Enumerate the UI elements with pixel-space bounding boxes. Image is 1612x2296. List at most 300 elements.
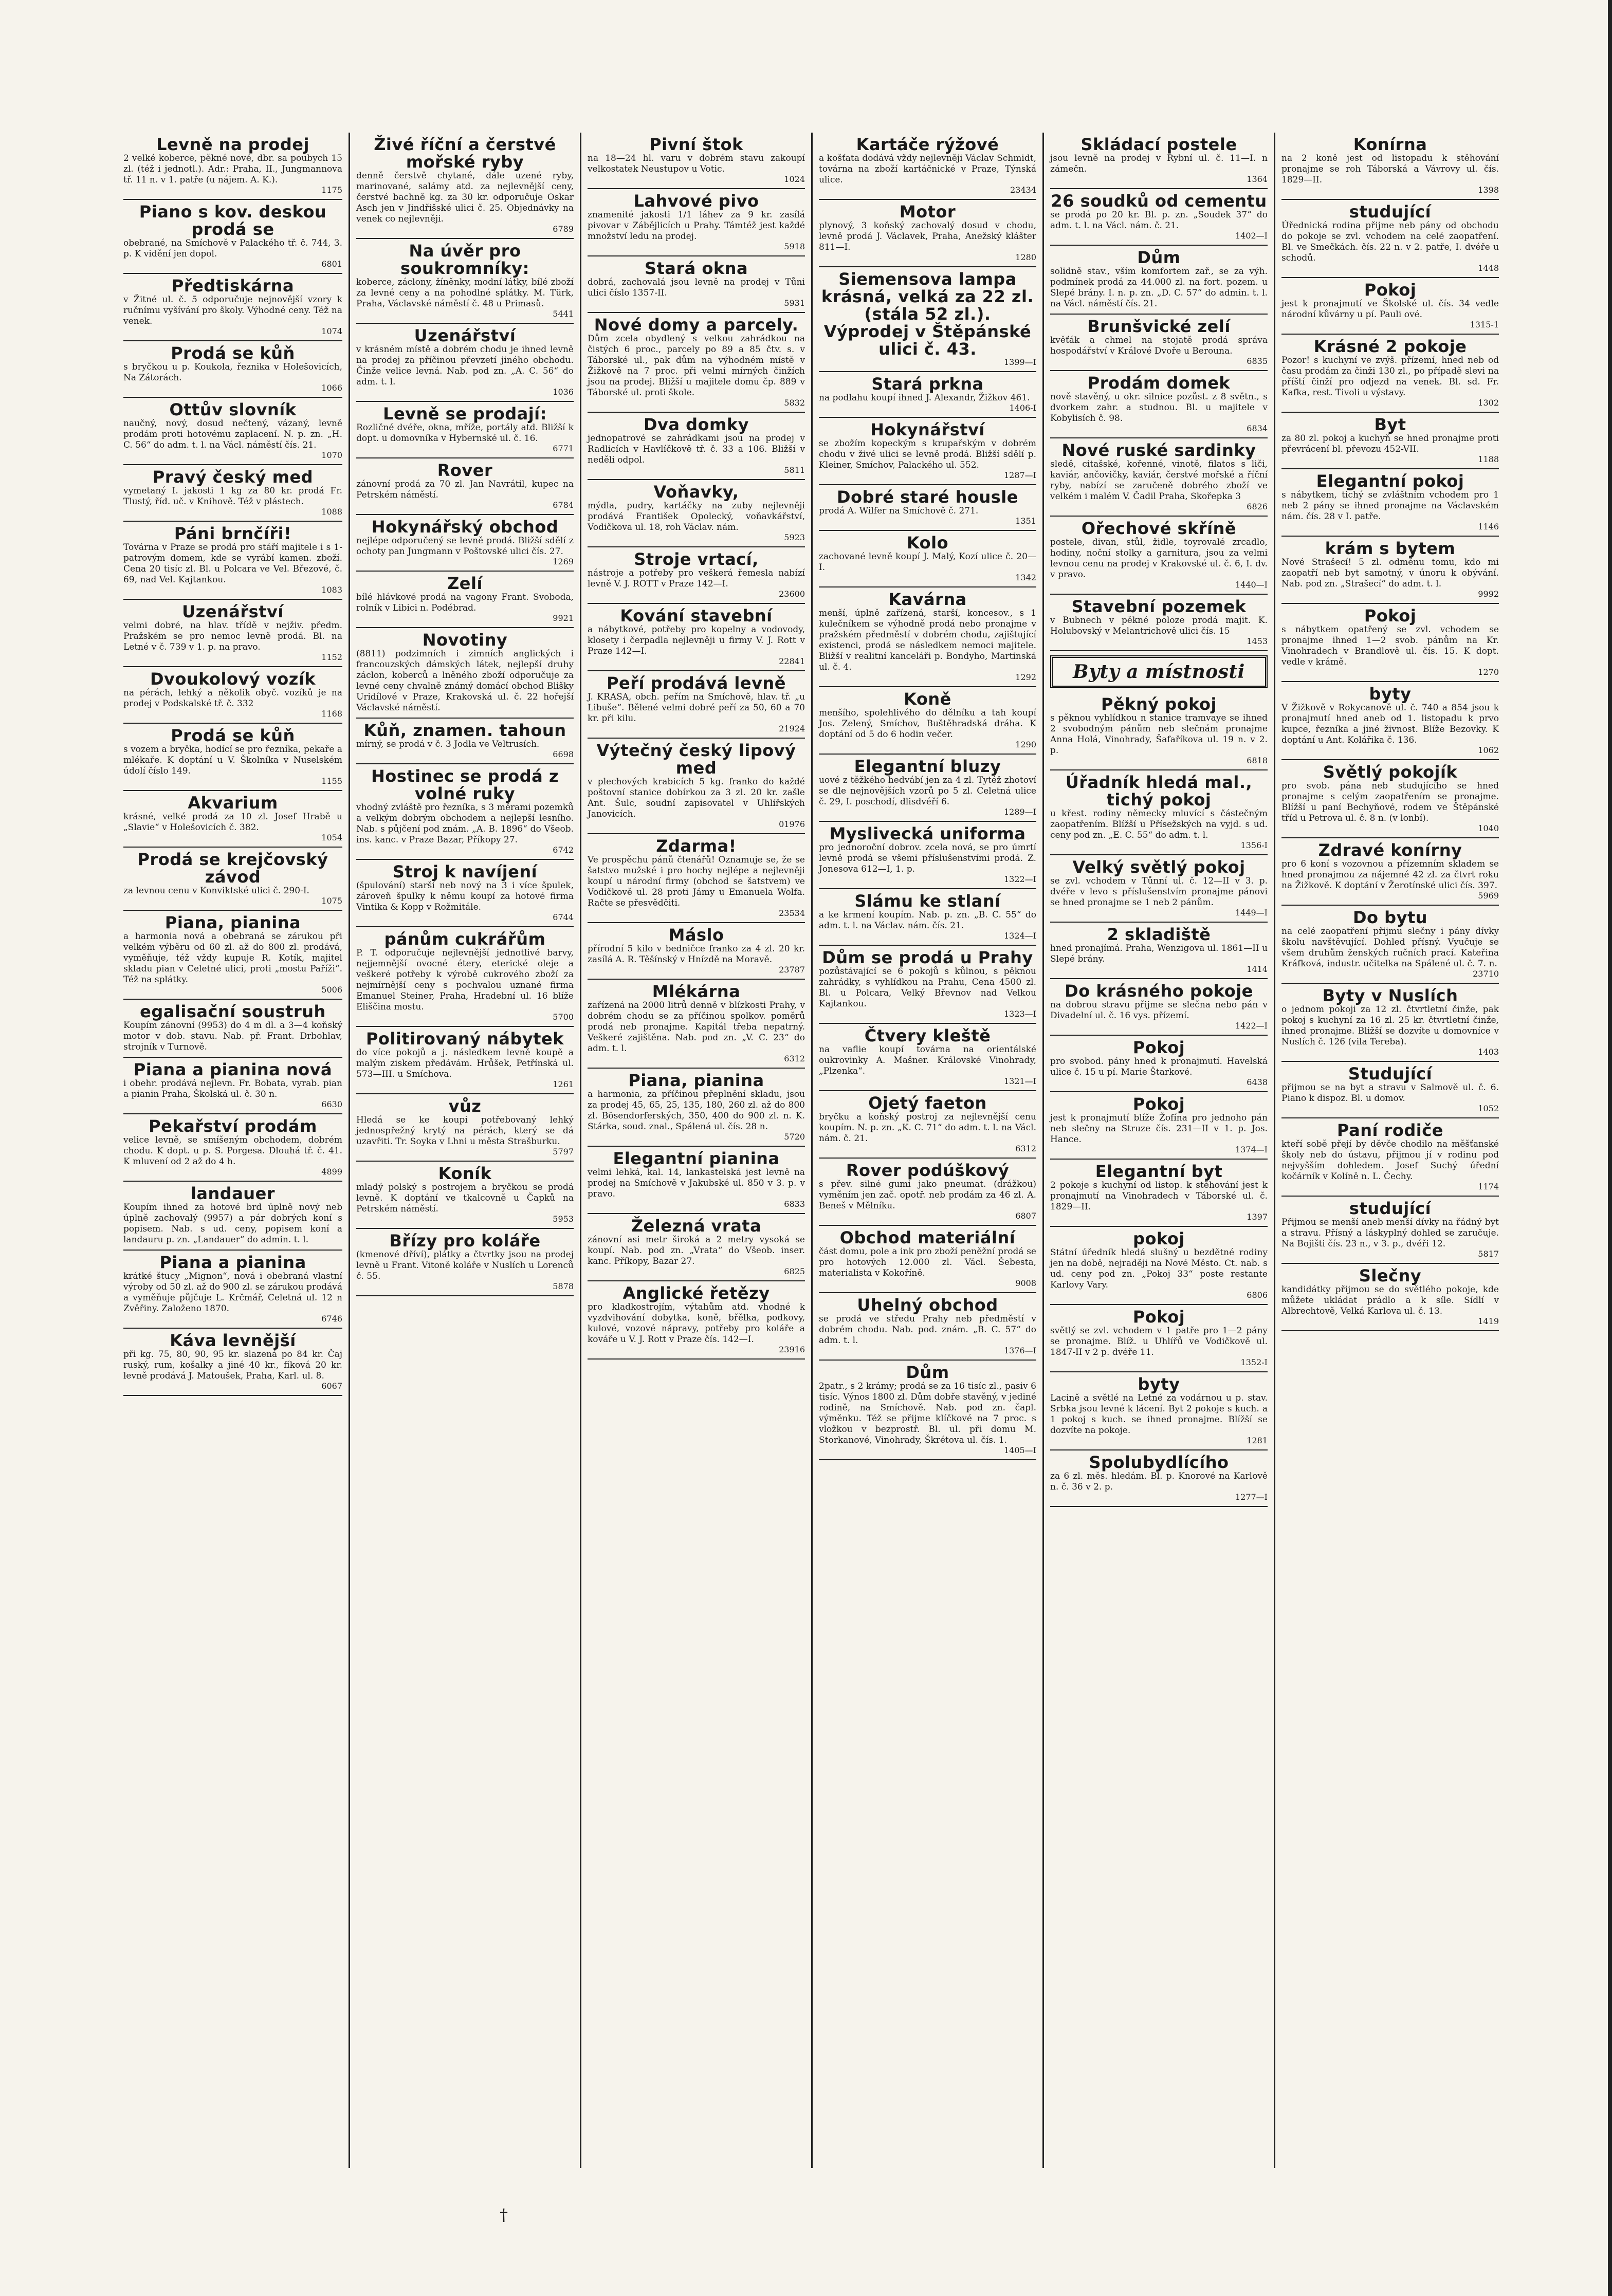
- ad-title: Motor: [899, 202, 956, 222]
- ad-text: a košťata dodává vždy nejlevněji Václav Schmidt, továrna na zboží kartáčnické v Praze, Týnská ulice.: [819, 153, 1036, 185]
- classified-ad: [123, 522, 342, 600]
- ad-text: hned pronajímá. Praha, Wenzigova ul. 1861—II u Slepé brány.: [1050, 943, 1268, 964]
- ad-title: studující: [1349, 1199, 1432, 1218]
- ad-text: plynový, 3 koňský zachovalý dosud v chodu, levně prodá J. Václavek, Praha, Anežský klášter 811—I.: [819, 221, 1036, 252]
- ad-number: 6826: [1247, 502, 1268, 511]
- classified-ad: [819, 267, 1036, 372]
- ad-title: Pravý český med: [152, 467, 314, 487]
- ad-title: Rover: [437, 461, 493, 480]
- ad-title: Kolo: [906, 533, 949, 553]
- ad-number: 01976: [779, 819, 805, 829]
- ad-text: krátké štucy „Mignon“, nová i obebraná vlastní výroby od 50 zl. až do 900 zl. se zárukou prodává a vyměňuje půjčuje L. Krčmář, Celetná ul. 12 n Zvěřiny. Založeno 1870.: [123, 1271, 342, 1314]
- ad-title: Koník: [438, 1164, 492, 1183]
- ad-number: 6630: [321, 1099, 342, 1109]
- ad-number: 1321—I: [1003, 1076, 1036, 1086]
- ad-text: na dobrou stravu přijme se slečna nebo pán v Divadelní ul. č. 16 vys. přízemí.: [1050, 1000, 1268, 1021]
- ad-title: Pokoj: [1364, 606, 1417, 626]
- ad-text: velmi dobré, na hlav. třídě v nejživ. předm. Pražském se pro nemoc levně prodá. Bl. na Letné v č. 739 v 1. p. na pravo.: [123, 620, 342, 652]
- ad-title: Nové domy a parcely.: [594, 315, 799, 335]
- ad-title: byty: [1369, 684, 1412, 704]
- ad-title: Uhelný obchod: [857, 1295, 998, 1315]
- ad-title: Konírna: [1353, 135, 1427, 154]
- ad-number: 22841: [779, 656, 805, 666]
- ad-text: pozůstávající se 6 pokojů s kůlnou, s pěknou zahrádky, s vyhlídkou na Prahu, Cena 4500 zl. Bl. u Polcara, Velký Břevnov nad Velkou Kajtankou.: [819, 966, 1036, 1009]
- classified-ad: [588, 547, 805, 604]
- classified-ad: [356, 1094, 574, 1162]
- ad-text: s přev. silné gumi jako pneumat. (drážkou) vyměním jen zač. opotř. neb prodám za 46 zl. A. Beneš v Mělníku.: [819, 1179, 1036, 1211]
- ad-text: J. KRASA, obch. peřím na Smíchově, hlav. tř. „u Libuše“. Bělené velmi dobré peří za 50, 60 a 70 kr. při kilu.: [588, 692, 805, 724]
- ad-title: 26 soudků od cementu: [1051, 191, 1267, 211]
- classified-ad: [123, 1114, 342, 1182]
- ad-number: 5720: [784, 1132, 805, 1142]
- ad-title: Nové ruské sardinky: [1061, 440, 1256, 460]
- ad-number: 5700: [553, 1012, 574, 1022]
- ad-text: Koupím zánovní (9953) do 4 m dl. a 3—4 koňský motor v dob. stavu. Nab. př. Frant. Drbohlav, strojník v Turnově.: [123, 1020, 342, 1052]
- ad-title: Elegantní pokoj: [1316, 471, 1464, 491]
- classified-ad: [356, 239, 574, 324]
- ad-number: 5832: [784, 398, 805, 408]
- ad-text: o jednom pokoji za 12 zl. čtvrtletní činže, pak pokoj s kuchyní za 16 zl. 25 kr. čtvrtletní činže, ihned pronajme. Bližší se dozvíte u domovníce v Nuslích č. 126 (vila Tereba).: [1281, 1004, 1499, 1047]
- ad-number: 5931: [784, 298, 805, 308]
- ad-title: Ojetý faeton: [868, 1093, 987, 1113]
- classified-ad: [1281, 1264, 1499, 1331]
- ad-number: 23787: [779, 965, 805, 975]
- ad-text: nejlépe odporučený se levně prodá. Bližší sdělí z ochoty pan Jungmann v Poštovské ulici čís. 27.: [356, 536, 574, 557]
- ad-number: 1448: [1478, 263, 1499, 273]
- ad-number: 1152: [321, 652, 342, 662]
- classified-ad: [1050, 1036, 1268, 1092]
- ad-text: kvěťák a chmel na stojatě prodá správa hospodářství v Králové Dvoře u Berouna.: [1050, 335, 1268, 356]
- classified-ad: [819, 485, 1036, 531]
- ad-title: Pekařství prodám: [149, 1116, 317, 1136]
- classified-ad: [819, 531, 1036, 587]
- ad-text: do více pokojů a j. následkem levně koupě a malým ziskem předávám. Hrůšek, Petřínská ul. 573—III. u Smíchova.: [356, 1048, 574, 1079]
- ad-number: 6744: [553, 912, 574, 922]
- ad-title: byty: [1138, 1374, 1180, 1394]
- ad-title: Mlékárna: [652, 982, 741, 1001]
- ad-text: bílé hlávkové prodá na vagony Frant. Svoboda, rolník v Libici n. Podébrad.: [356, 592, 574, 613]
- column-6: [1274, 133, 1505, 2168]
- ad-number: 1440—I: [1235, 580, 1268, 590]
- classified-ad: [123, 200, 342, 274]
- ad-title: Pivní štok: [649, 135, 743, 154]
- ad-number: 1036: [553, 387, 574, 397]
- ad-number: 1269: [553, 557, 574, 566]
- ad-text: s nábytkem opatřený se zvl. vchodem se pronajme ihned 1—2 svob. pánům na Kr. Vinohradech v Brandlově ul. čís. 15. K dopt. vedle v krámě.: [1281, 624, 1499, 667]
- ad-number: 4899: [321, 1167, 342, 1177]
- ad-number: 1174: [1478, 1182, 1499, 1191]
- ad-title: Piana a pianina nová: [133, 1060, 333, 1079]
- classified-ad: [123, 667, 342, 724]
- ad-text: mladý polský s postrojem a bryčkou se prodá levně. K doptání ve tkalcovně u Čapků na Petrském náměstí.: [356, 1182, 574, 1214]
- ad-title: Hokynářství: [870, 420, 985, 439]
- ad-number: 1405—I: [1003, 1445, 1036, 1455]
- ad-text: prodá A. Wilfer na Smíchově č. 271.: [819, 506, 979, 516]
- ad-text: pro svobod. pány hned k pronajmutí. Havelská ulice č. 15 u pí. Marie Štarkové.: [1050, 1056, 1268, 1077]
- ad-number: 6746: [321, 1314, 342, 1324]
- column-1: [117, 133, 349, 2168]
- ad-number: 1292: [1015, 672, 1036, 682]
- ad-title: Prodá se kůň: [171, 726, 295, 745]
- ad-text: Ve prospěchu pánů čtenářů! Oznamuje se, že se šatstvo mužské i pro hochy nejlépe a nejlevněji koupí u národní firmy (obchod se šatstvem) ve Vodičkově ul. 28 proti Jámy u Emanuela Wolfa. Račte se přesvědčiti.: [588, 855, 805, 908]
- ad-text: s bryčkou u p. Koukola, řeznika v Holešovicích, Na Zátorách.: [123, 362, 342, 383]
- ad-number: 9008: [1015, 1278, 1036, 1288]
- ad-number: 5923: [784, 532, 805, 542]
- ad-title: Skládací postele: [1080, 135, 1237, 154]
- ad-title: pokoj: [1133, 1229, 1185, 1248]
- ad-title: Byty a místnosti: [1073, 661, 1245, 683]
- ad-text: i obehr. prodává nejlevn. Fr. Bobata, vyrab. pian a pianin Praha, Školská ul. č. 30 n.: [123, 1078, 342, 1099]
- ad-text: mýdla, pudry, kartáčky na zuby nejlevněji prodává František Opolecký, voňavkářství, Vodičkova ul. 18, roh Václav. nám.: [588, 501, 805, 532]
- ad-title: Byty v Nuslích: [1322, 986, 1458, 1005]
- ad-text: s pěknou vyhlídkou n stanice tramvaye se ihned 2 svobodným pánům neb slečnám pronajme Anna Holá, Vinohrady, Šafaříkova ul. 19 n. v 2. p.: [1050, 713, 1268, 756]
- ad-number: 1453: [1247, 636, 1268, 646]
- ad-title: studující: [1349, 202, 1432, 222]
- ad-text: (8811) podzimních i zimních anglických i francouzských dámských látek, nejlepší druhy záclon, koberců a lněného zboží odporučuje za levné ceny chvalně známý domácí obchod Blišky Uridílové v Praze, Krakovská ul. č. 22 hořejší Václavské náměstí.: [356, 649, 574, 713]
- footer-mark: †: [500, 2205, 508, 2225]
- classified-ad: [1281, 1197, 1499, 1264]
- ad-title: Zelí: [447, 574, 483, 593]
- ad-title: Obchod materiální: [839, 1228, 1016, 1247]
- ad-number: 1406-I: [1009, 403, 1036, 413]
- ad-text: solidně stav., vším komfortem zař., se za výh. podmínek prodá za 44.000 zl. na fort. pozem. u Slepé brány. I. n. p. zn. „D. C. 57“ do admin. t. l. na Václ. náměstí čís. 21.: [1050, 266, 1268, 309]
- ad-number: 1155: [321, 776, 342, 786]
- ad-title: Slámu ke stlaní: [854, 891, 1001, 911]
- ad-number: 9992: [1478, 589, 1499, 599]
- ad-title: Ořechové skříně: [1081, 519, 1237, 538]
- ad-title: Rover podúškový: [846, 1161, 1010, 1180]
- ad-number: 1419: [1478, 1316, 1499, 1326]
- ad-text: a harmonia nová a obebraná se zárukou při velkém výběru od 60 zl. až do 800 zl. prodává, vyměňuje, též vždy kupuje R. Kotík, majitel skladu pian v Celetné ulici, proti „mostu Paříži“. Též na splátky.: [123, 931, 342, 985]
- classified-ad: [1281, 1062, 1499, 1118]
- ad-number: 1289—I: [1003, 807, 1036, 817]
- ad-number: 1040: [1478, 823, 1499, 833]
- ad-number: 1398: [1478, 185, 1499, 195]
- ad-title: landauer: [190, 1184, 276, 1203]
- classified-ad: [1281, 413, 1499, 469]
- ad-number: 1402—I: [1235, 231, 1268, 241]
- ad-number: 1066: [321, 383, 342, 393]
- classified-ad: [588, 189, 805, 256]
- ad-number: 1290: [1015, 740, 1036, 749]
- classified-ad: [1050, 315, 1268, 371]
- ad-text: na 18—24 hl. varu v dobrém stavu zakoupí velkostatek Neustupov u Votic.: [588, 153, 805, 174]
- classified-ad: [819, 200, 1036, 267]
- ad-title: Čtvery kleště: [864, 1026, 991, 1045]
- ad-title: Dva domky: [643, 415, 749, 434]
- classified-ad: [356, 628, 574, 719]
- ad-number: 6784: [553, 500, 574, 510]
- ad-number: 1374—I: [1235, 1145, 1268, 1154]
- classified-ad: [356, 764, 574, 860]
- ad-text: Dům zcela obydlený s velkou zahrádkou na čistých 6 proc., parcely po 89 a 85 čtv. s. v Táborské ul., pak dům na výhodném místě v Žižkově na 7 proc. při velmi mírných činžích jsou na prodej. Bližší u majitele domu čp. 889 v Táborské ul. proti škole.: [588, 334, 805, 398]
- ad-title: Ottův slovník: [169, 400, 297, 419]
- ad-number: 6806: [1247, 1290, 1268, 1300]
- ad-number: 6789: [553, 224, 574, 234]
- classified-ad: [1050, 1160, 1268, 1227]
- classified-ad: [1281, 838, 1499, 906]
- classified-ad: [1050, 1092, 1268, 1160]
- classified-ad: [588, 256, 805, 313]
- ad-text: kandidátky přijmou se do světlého pokoje, kde můžete ukládat prádlo a k síle. Sídlí v Albrechtově, Velká Karlova ul. č. 13.: [1281, 1284, 1499, 1316]
- ad-title: Myslivecká uniforma: [829, 824, 1026, 843]
- classified-ad: [819, 133, 1036, 200]
- ad-title: Velký světlý pokoj: [1072, 857, 1245, 877]
- ad-title: Prodá se kůň: [171, 343, 295, 363]
- ad-number: 6834: [1247, 424, 1268, 433]
- ad-text: zachované levně koupí J. Malý, Kozí ulice č. 20—I.: [819, 552, 1036, 573]
- ad-title: Dům: [906, 1363, 949, 1382]
- ad-number: 1315-1: [1470, 320, 1499, 329]
- ad-text: sledě, citašské, kořenné, vinotě, filatos s liči, kaviár, ančovičky, kaviár, čerstvé mořské a říční ryby, nabízí se zaručeně dobrého zboží ve velkém i malém V. Čadil Praha, Skořepka 3: [1050, 459, 1268, 502]
- ad-title: Světlý pokojík: [1323, 762, 1458, 782]
- ad-number: 1024: [784, 174, 805, 184]
- ad-title: Kování stavební: [620, 606, 773, 626]
- classified-ad: [819, 755, 1036, 822]
- ad-text: menšího, spolehlivého do dělníku a tah koupí Jos. Zelený, Smíchov, Buštěhradská dráha. K doptání od 5 do 6 hodin večer.: [819, 708, 1036, 740]
- ad-title: Stroj k navíjení: [392, 862, 538, 881]
- ad-text: vymetaný I. jakosti 1 kg za 80 kr. prodá Fr. Tlustý, říd. uč. v Knihově. Též v plástech.: [123, 486, 342, 507]
- classified-ad: [819, 822, 1036, 889]
- classified-ad: [123, 341, 342, 398]
- ad-number: 1168: [321, 709, 342, 719]
- ad-number: 1351: [1015, 516, 1036, 526]
- ad-title: egalisační soustruh: [140, 1002, 326, 1021]
- classified-ad: [1281, 1118, 1499, 1197]
- ad-number: 5441: [553, 309, 574, 319]
- ad-text: obebrané, na Smíchově v Palackého tř. č. 744, 3. p. K vidění jen dopol.: [123, 238, 342, 259]
- ad-number: 1277—I: [1235, 1492, 1268, 1502]
- classified-ad: [1281, 133, 1499, 200]
- ad-text: v Bubnech v pěkné poloze prodá majit. K. Holubovský v Melantrichově ulici čís. 15: [1050, 615, 1268, 636]
- ad-number: 23916: [779, 1345, 805, 1354]
- ad-number: 5006: [321, 985, 342, 995]
- ad-title: 2 skladiště: [1107, 925, 1211, 944]
- classified-ad: [588, 1214, 805, 1281]
- ad-text: Lacině a světlé na Letné za vodárnou u p. stav. Srbka jsou levné k lácení. Byt 2 pokoje s kuch. a 1 pokoj s kuch. se ihned pronajme. Blížší se dozvíte na pokoje.: [1050, 1393, 1268, 1436]
- ad-text: se zbožím kopeckým s krupařským v dobrém chodu v živé ulici se levně prodá. Bližší sdělí p. Kleiner, Smíchov, Palackého ul. 552.: [819, 438, 1036, 470]
- ad-text: pro jednoroční dobrov. zcela nová, se pro úmrtí levně prodá se všemi příslušenstvími prodá. Z. Jonesova 612—I, 1. p.: [819, 842, 1036, 874]
- ad-text: krásné, velké prodá za 10 zl. Josef Hrabě u „Slavie“ v Holešovicích č. 382.: [123, 812, 342, 833]
- ad-number: 1364: [1247, 174, 1268, 184]
- ad-number: 1322—I: [1003, 874, 1036, 884]
- classified-ad: [1050, 246, 1268, 315]
- classified-ad: [819, 1226, 1036, 1293]
- ad-number: 5918: [784, 242, 805, 251]
- ad-title: Piana, pianina: [164, 913, 301, 932]
- ad-title: Hostinec se prodá z volné ruky: [371, 766, 559, 803]
- ad-title: Koně: [904, 689, 951, 709]
- classified-ad: [123, 600, 342, 667]
- ad-title: Dvoukolový vozík: [150, 669, 316, 689]
- ad-number: 1146: [1478, 522, 1499, 531]
- ad-number: 1270: [1478, 667, 1499, 677]
- ad-title: Byt: [1374, 415, 1406, 434]
- ad-number: 1088: [321, 507, 342, 517]
- ad-title: Hokynářský obchod: [371, 517, 559, 537]
- ad-title: Na úvěr pro soukromníky:: [400, 241, 529, 278]
- ad-number: 1062: [1478, 745, 1499, 755]
- ad-title: Břízy pro koláře: [389, 1231, 541, 1251]
- ad-text: denně čerstvě chytané, dále uzené ryby, marinované, salámy atd. za nejlevnější ceny, čerstvé bachně kg. za 30 kr. odporučuje Oskar Asch jen v Jindřišské ulici č. 25. Objednávky na venek co nejlevněji.: [356, 171, 574, 224]
- ad-text: část domu, pole a ink pro zboží peněžní prodá se pro hotových 12.000 zl. Václ. Šebesta, materialista v Kokoříně.: [819, 1246, 1036, 1278]
- ad-number: 23710: [1473, 969, 1499, 979]
- ad-text: za 80 zl. pokoj a kuchyň se hned pronajme proti převrácení bl. převozu 452-VII.: [1281, 433, 1499, 454]
- ad-title: Peří prodává levně: [607, 673, 786, 693]
- ad-text: se zvl. vchodem v Tůnní ul. č. 12—II v 3. p. dvéře v levo s příslušenstvím pronajme pánovi se hned pronajme se 1 neb 2 pánům.: [1050, 876, 1268, 908]
- classified-ad: [1281, 906, 1499, 984]
- ad-title: Elegantní pianina: [613, 1149, 780, 1168]
- ad-number: 23600: [779, 589, 805, 599]
- classified-ad: [123, 848, 342, 911]
- classified-ad: [1050, 979, 1268, 1036]
- classified-ad: [123, 1329, 342, 1396]
- ad-title: Paní rodiče: [1337, 1121, 1443, 1140]
- ad-text: s vozem a bryčka, hodící se pro řezníka, pekaře a mlékaře. K doptání u V. Školníka v Nuselském údolí číslo 149.: [123, 744, 343, 776]
- ad-title: Stroje vrtací,: [634, 549, 759, 569]
- ad-number: 6438: [1247, 1077, 1268, 1087]
- ad-title: Výtečný český lipový med: [596, 741, 796, 778]
- ad-title: pánům cukrářům: [384, 929, 546, 949]
- ad-number: 1352-I: [1240, 1357, 1268, 1367]
- ad-number: 1376—I: [1003, 1346, 1036, 1355]
- ad-number: 1403: [1478, 1047, 1499, 1057]
- ad-text: v plechových krabicích 5 kg. franko do každé poštovní stanice dobírkou za 3 zl. 20 kr. zašle Ant. Šulc, soudní zapisovatel v Uhlířských Janovicích.: [588, 777, 805, 819]
- ad-text: pro kladkostrojím, výtahům atd. vhodné k vyzdvihování dobytka, koně, břělka, podkovy, kulové, vozové nápravy, potřeby pro koláře a kováře u V. J. Rott v Praze čís. 142—I.: [588, 1302, 805, 1345]
- ad-text: (špulování) starší neb nový na 3 i více špulek, zároveň špulky k němu koupí za hotové firma Vintika & Kopp v Rožmitále.: [356, 880, 574, 912]
- classified-ad: [123, 1000, 342, 1058]
- ad-text: se prodá ve středu Prahy neb předměstí v dobrém chodu. Nab. pod. znám. „B. C. 57“ do adm. t. l.: [819, 1314, 1036, 1346]
- ad-text: velmi lehká, kal. 14, lankastelská jest levně na prodej na Smíchově v Jakubské ul. 850 v 3. p. v pravo.: [588, 1167, 805, 1199]
- ad-text: pro 6 koní s vozovnou a přízemním skladem se hned pronajmou za nájemné 42 zl. za čtvrt roku na Žižkově. K doptání v Žerotínské ulici čís. 397.: [1281, 859, 1499, 891]
- ad-text: Přijmou se menší aneb menší dívky na řádný byt a stravu. Přísný a láskyplný dohled se zaručuje. Na Bojišti čís. 23 n., v 3. p., dvéři 12.: [1281, 1217, 1499, 1249]
- ad-title: Pokoj: [1364, 280, 1417, 300]
- ad-text: jest k pronajmutí ve Školské ul. čís. 34 vedle národní kůvárny u pí. Pauli ové.: [1281, 299, 1499, 320]
- ad-number: 21924: [779, 724, 805, 733]
- ad-title: Úřadník hledá mal., tichý pokoj: [1065, 773, 1253, 810]
- ad-title: Do bytu: [1352, 908, 1428, 927]
- ad-number: 6818: [1247, 756, 1268, 765]
- classified-ad: [123, 465, 342, 522]
- classified-ad: [588, 834, 805, 923]
- ad-text: koberce, záclony, žíněnky, modní látky, bílé zboží za levné ceny a na pohodlné splátky. M. Türk, Praha, Václavské náměstí č. 48 u Primasů.: [356, 277, 574, 309]
- ad-text: pro svob. pána neb studujícího se hned pronajme s celým zaopatřením se pronajme. Blížší u paní Bechyňové, rodem ve Štěpánské tříd u Petrova ul. č. 8 n. (v lonbí).: [1281, 781, 1499, 823]
- classified-ad: [123, 911, 342, 1000]
- classified-ad: [588, 480, 805, 547]
- classified-ad: [1281, 200, 1499, 278]
- ad-text: zánovní prodá za 70 zl. Jan Navrátil, kupec na Petrském náměstí.: [356, 479, 574, 500]
- classified-ad: [588, 671, 805, 739]
- classified-ad: [356, 458, 574, 515]
- classified-ad: [356, 572, 574, 628]
- ad-title: vůz: [448, 1096, 482, 1116]
- ad-title: Lahvové pivo: [633, 191, 759, 211]
- classified-ad: [123, 1182, 342, 1251]
- classified-ad: [588, 980, 805, 1069]
- ad-title: Pěkný pokoj: [1101, 694, 1217, 714]
- classified-ad: [1050, 1372, 1268, 1450]
- ad-number: 6742: [553, 845, 574, 855]
- ad-title: Siemensova lampa krásná, velká za 22 zl. (stála 52 zl.). Výprodej v Štěpánské ulici č. 43.: [821, 269, 1034, 359]
- classified-ad: [1281, 278, 1499, 335]
- ad-text: v Žitné ul. č. 5 odporučuje nejnovější vzory k ručnímu vyšívání pro školy. Výhodné ceny. Též na venek.: [123, 295, 342, 326]
- ad-title: Do krásného pokoje: [1065, 981, 1253, 1001]
- classified-ad: [123, 133, 342, 200]
- ad-number: 1422—I: [1235, 1021, 1268, 1031]
- ad-text: menší, úplně zařízená, starší, koncesov., s 1 kulečníkem se výhodně prodá nebo pronajme v pražském předměstí v dobrém chodu, zajištující existenci, prodá se následkem nemoci majitele. Bližší v realitní kanceláři p. Bondyho, Martinská ul. č. 4.: [819, 608, 1036, 672]
- classified-ad: [819, 1091, 1036, 1159]
- ad-number: 1083: [321, 585, 342, 595]
- ad-text: u křest. rodiny německy mluvící s částečným zaopatřením. Blížší u Přísežských na vyjd. s ud. ceny pod zn. „E. C. 55“ do adm. t. l.: [1050, 809, 1268, 840]
- ad-text: zařízená na 2000 litrů denně v blízkosti Prahy, v dobrém chodu se za příčinou spolkov. poměrů prodá neb pronajme. Kapitál třeba nepatrný. Veškeré zajištěna. Nab. pod zn. „V. C. 23“ do adm. t. l.: [588, 1000, 805, 1054]
- classified-ad: [1281, 984, 1499, 1062]
- classified-ad: [1050, 371, 1268, 438]
- classified-ad: [1050, 517, 1268, 595]
- classified-ad: [356, 719, 574, 764]
- ad-text: (kmenové dříví), plátky a čtvrtky jsou na prodej levně u Frant. Vitoně koláře v Nuslích u Lorenců č. 55.: [356, 1250, 574, 1281]
- ad-text: 2 pokoje s kuchyní od listop. k stěhování jest k pronajmutí na Vinohradech v Táborské ul. č. 1829—II.: [1050, 1180, 1268, 1212]
- ad-number: 1342: [1015, 573, 1036, 582]
- ad-title: Železná vrata: [631, 1216, 762, 1236]
- ad-title: Stará prkna: [871, 374, 984, 394]
- classified-ad: [1050, 189, 1268, 246]
- classified-ad: [356, 324, 574, 402]
- ad-text: přírodní 5 kilo v bedničce franko za 4 zl. 20 kr. zasílá A. R. Těšínský v Hnízdě na Moravě.: [588, 944, 805, 965]
- ad-title: Kartáče rýžové: [856, 135, 999, 154]
- ad-number: 23434: [1010, 185, 1036, 195]
- classified-ad: [819, 946, 1036, 1024]
- ad-text: a nábytkové, potřeby pro kopelny a vodovody, klosety i čerpadla nejlevněji u firmy V. J. Rott v Praze 142—I.: [588, 624, 805, 656]
- ad-text: Rozličné dvéře, okna, mříže, portály atd. Bližší k dopt. u domovníka v Hybernské ul. č. 16.: [356, 423, 574, 444]
- classified-ad: [1050, 770, 1268, 855]
- ad-text: a ke krmení koupím. Nab. p. zn. „B. C. 55“ do adm. t. l. na Václav. nám. čís. 21.: [819, 910, 1036, 931]
- classified-ad: [819, 1024, 1036, 1091]
- ad-text: jsou levně na prodej v Rybní ul. č. 11—I. n zámečn.: [1050, 153, 1268, 174]
- classified-ad: [356, 860, 574, 927]
- ad-title: Novotiny: [422, 630, 508, 650]
- ad-number: 1302: [1478, 398, 1499, 408]
- ad-text: za levnou cenu v Konviktské ulici č. 290-I.: [123, 886, 309, 896]
- column-3: [580, 133, 811, 2168]
- ad-title: Prodám domek: [1087, 373, 1231, 393]
- ad-text: se prodá po 20 kr. Bl. p. zn. „Soudek 37“ do adm. t. l. na Václ. nám. č. 21.: [1050, 210, 1268, 231]
- ad-text: v krásném místě a dobrém chodu je ihned levně na prodej za příčinou převzetí jiného obchodu. Činže velice levná. Nab. pod zn. „A. C. 56“ do adm. t. l.: [356, 344, 574, 387]
- ad-number: 1075: [321, 896, 342, 906]
- ad-number: 1074: [321, 326, 342, 336]
- column-2: [349, 133, 580, 2168]
- classified-ad: [123, 274, 342, 341]
- ad-title: Elegantní byt: [1095, 1162, 1223, 1181]
- ad-number: 1397: [1247, 1212, 1268, 1222]
- ad-title: Zdarma!: [656, 836, 737, 856]
- classified-ad: [588, 313, 805, 413]
- ad-number: 1449—I: [1235, 908, 1268, 917]
- classified-ad: [1050, 438, 1268, 517]
- ad-number: 6312: [1015, 1144, 1036, 1153]
- ad-title: Krásné 2 pokoje: [1313, 337, 1467, 356]
- ad-number: 1188: [1478, 454, 1499, 464]
- ad-text: Továrna v Praze se prodá pro stáří majitele i s 1-patrovým domem, kde se vyrábí kamen. zboží. Cena 20 tisíc zl. Bl. u Polcara ve Vel. Březové, č. 69, nad Vel. Kajtankou.: [123, 542, 342, 585]
- ad-text: na pérách, lehký a několik obyč. vozíků je na prodej v Podskalské tř. č. 332: [123, 688, 342, 709]
- ad-number: 1280: [1015, 252, 1036, 262]
- ad-text: Hledá se ke koupi potřebovaný lehký jednospřežný krytý na pérách, který se dá uzavřiti. Tr. Soyka v Lhni u města Strašburku.: [356, 1115, 574, 1147]
- classified-columns: [117, 133, 1505, 2168]
- classified-ad: [1050, 595, 1268, 651]
- classified-ad: [1281, 760, 1499, 838]
- ad-text: naučný, nový, dosud nečtený, vázaný, levně prodám proti hotovému zaplacení. N. p. zn. „H. C. 56“ do adm. t. l. na Václ. náměstí čís. 21.: [123, 418, 342, 450]
- ad-title: Prodá se krejčovský závod: [137, 850, 328, 887]
- ad-title: Káva levnější: [170, 1331, 296, 1350]
